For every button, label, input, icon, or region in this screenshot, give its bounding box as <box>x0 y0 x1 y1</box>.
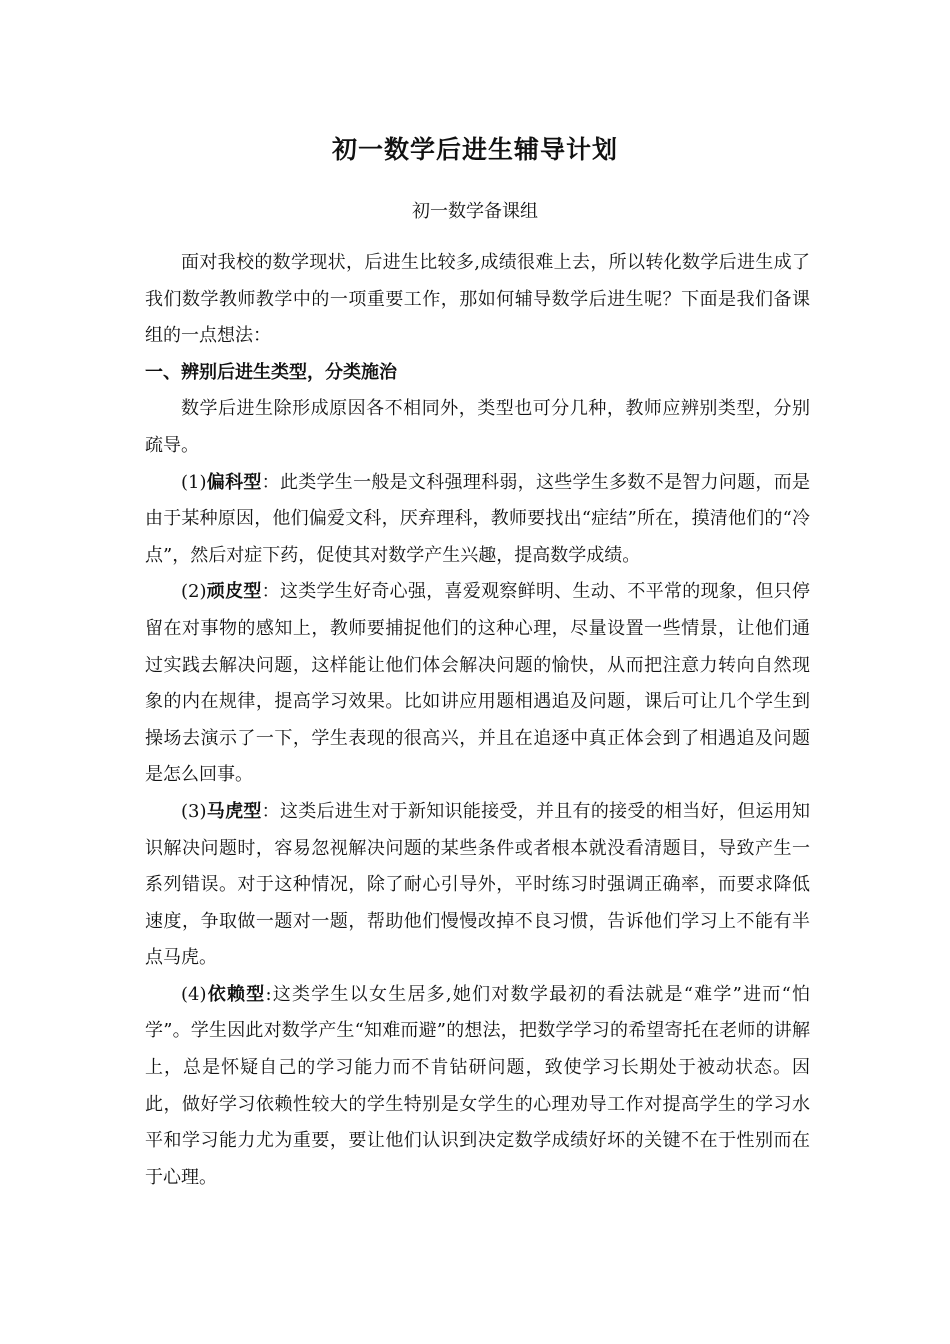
type-paragraph-1 <box>145 465 810 575</box>
type-paragraph-2 <box>145 574 810 794</box>
type-number: (3) <box>181 800 207 822</box>
type-description: :这类学生以女生居多,她们对数学最初的看法就是“难学”进而“怕学”。学生因此对数学产生“知难而避”的想法，把数学学习的希望寄托在老师的讲解上，总是怀疑自己的学习能力而不肯钻研问题，致使学习长期处于被动状态。因此，做好学习依赖性较大的学生特别是女学生的心理劝导工作对提高学生的学习水平和学习能力尤为重要，要让他们认识到决定数学成绩好坏的关键不在于性别而在于心理。 <box>145 983 811 1188</box>
type-description: ：这类学生好奇心强，喜爱观察鲜明、生动、不平常的现象，但只停留在对事物的感知上，教师要捕捉他们的这种心理，尽量设置一些情景，让他们通过实践去解决问题，这样能让他们体会解决问题的愉快，从而把注意力转向自然现象的内在规律，提高学习效果。比如讲应用题相遇追及问题，课后可让几个学生到操场去演示了一下，学生表现的很高兴，并且在追逐中真正体会到了相遇追及问题是怎么回事。 <box>145 581 811 786</box>
type-paragraph-3 <box>145 794 810 977</box>
type-description: ：这类后进生对于新知识能接受，并且有的接受的相当好，但运用知识解决问题时，容易忽视解决问题的某些条件或者根本就没看清题目，导致产生一系列错误。对于这种情况，除了耐心引导外，平时练习时强调正确率，而要求降低速度，争取做一题对一题，帮助他们慢慢改掉不良习惯，告诉他们学习上不能有半点马虎。 <box>145 800 811 969</box>
type-term: 顽皮型 <box>206 581 262 603</box>
type-term: 马虎型 <box>206 800 262 822</box>
section-lead-paragraph: 数学后进生除形成原因各不相同外，类型也可分几种，教师应辨别类型，分别疏导。 <box>145 398 810 456</box>
document-subtitle: 初一数学备课组 <box>412 201 538 222</box>
section-heading: 一、辨别后进生类型，分类施治 <box>145 361 397 383</box>
document-body <box>145 245 810 1196</box>
type-number: (4) <box>181 983 207 1005</box>
type-number: (2) <box>181 581 207 603</box>
document-title: 初一数学后进生辅导计划 <box>331 135 618 164</box>
type-paragraph-4 <box>145 977 810 1197</box>
intro-paragraph: 面对我校的数学现状，后进生比较多,成绩很难上去，所以转化数学后进生成了我们数学教师教学中的一项重要工作，那如何辅导数学后进生呢？下面是我们备课组的一点想法： <box>145 252 810 347</box>
type-number: (1) <box>181 471 207 493</box>
type-term: 偏科型 <box>206 471 262 493</box>
type-description: ：此类学生一般是文科强理科弱，这些学生多数不是智力问题，而是由于某种原因，他们偏爱文科，厌弃理科，教师要找出“症结”所在，摸清他们的“冷点”，然后对症下药，促使其对数学产生兴趣，提高数学成绩。 <box>145 471 811 566</box>
type-term: 依赖型 <box>206 983 266 1005</box>
